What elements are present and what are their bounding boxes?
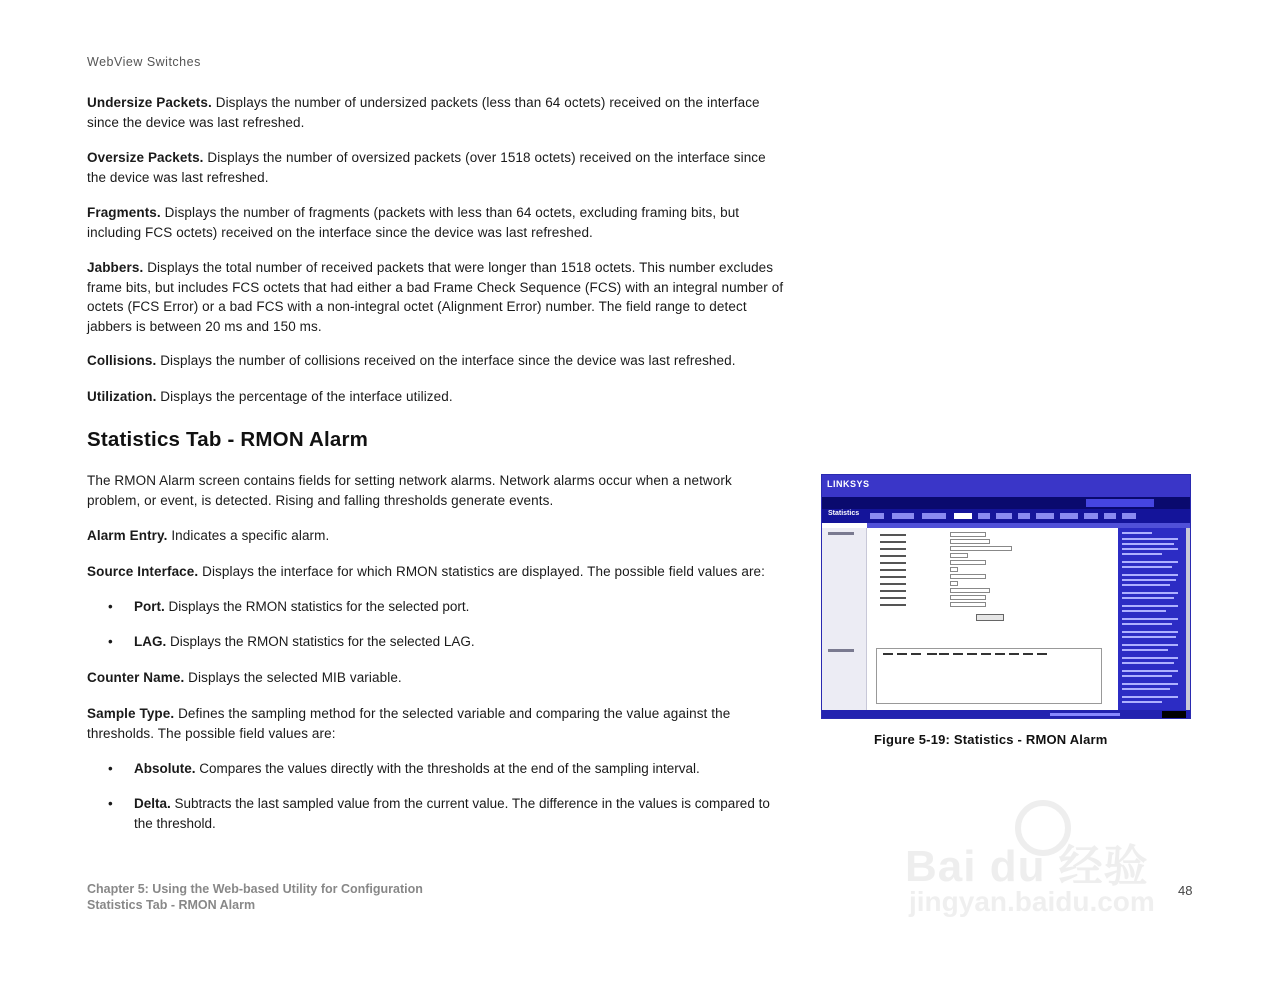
section-title: Statistics Tab - RMON Alarm — [87, 428, 369, 451]
figure-tab — [1104, 513, 1116, 519]
page-number: 48 — [1178, 883, 1193, 898]
figure-tab — [1060, 513, 1078, 519]
bullet-lag-text — [134, 632, 788, 652]
figure-help-line — [1122, 543, 1174, 545]
text-absolute: Compares the values directly with the thresholds at the end of the sampling interval. — [195, 761, 700, 776]
figure-field — [950, 560, 986, 565]
figure-table-header-cell — [981, 653, 991, 655]
figure-field — [950, 595, 986, 600]
figure-tab — [922, 513, 946, 519]
figure-help-line — [1122, 701, 1162, 703]
bullet-dot: • — [108, 634, 113, 649]
figure-help-line — [1122, 538, 1178, 540]
term-delta: Delta. — [134, 796, 171, 811]
term-oversize: Oversize Packets. — [87, 150, 204, 165]
figure-field-label — [880, 541, 906, 543]
figure-tab — [1084, 513, 1098, 519]
term-lag: LAG. — [134, 634, 167, 649]
figure-help-line — [1122, 548, 1178, 550]
figure-table-header-cell — [927, 653, 937, 655]
figure-help-line — [1122, 696, 1178, 698]
text-delta: Subtracts the last sampled value from the current value. The difference in the values is compared to the threshold. — [134, 796, 770, 831]
text-port: Displays the RMON statistics for the selected port. — [164, 599, 470, 614]
figure-tab — [978, 513, 990, 519]
figure-left-panel — [822, 528, 867, 719]
text-source-interface: Displays the interface for which RMON statistics are displayed. The possible field values are: — [198, 564, 765, 579]
figure-field-label — [880, 604, 906, 606]
figure-field — [950, 532, 986, 537]
figure-help-line — [1122, 675, 1172, 677]
paragraph-intro: The RMON Alarm screen contains fields for setting network alarms. Network alarms occur when a network problem, or event, is detected. Rising and falling thresholds generate events. — [87, 473, 732, 508]
text-counter-name: Displays the selected MIB variable. — [184, 670, 402, 685]
term-alarm-entry: Alarm Entry. — [87, 528, 168, 543]
figure-help-line — [1122, 610, 1166, 612]
figure-field-label — [880, 583, 906, 585]
figure-left-label — [828, 532, 854, 535]
figure-help-line — [1122, 574, 1178, 576]
linksys-logo: LINKSYS — [827, 479, 870, 489]
bullet-port — [108, 597, 788, 617]
figure-help-line — [1122, 566, 1172, 568]
figure-help-line — [1122, 636, 1176, 638]
paragraph-collisions — [87, 351, 787, 371]
paragraph-jabbers — [87, 258, 787, 336]
baidu-watermark — [905, 800, 1205, 940]
figure-field-label — [880, 562, 906, 564]
figure-table-header-cell — [953, 653, 963, 655]
paragraph-utilization — [87, 387, 787, 407]
figure-help-line — [1122, 553, 1162, 555]
bullet-absolute — [108, 759, 788, 779]
paragraph-oversize — [87, 148, 787, 187]
text-lag: Displays the RMON statistics for the selected LAG. — [166, 634, 475, 649]
term-source-interface: Source Interface. — [87, 564, 199, 579]
text-undersize: Displays the number of undersized packets (less than 64 octets) received on the interface since the device was last refreshed. — [87, 95, 760, 130]
bullet-dot: • — [108, 599, 113, 614]
bullet-port-text — [134, 597, 788, 617]
figure-help-line — [1122, 683, 1178, 685]
figure-main-form — [868, 528, 1118, 710]
figure-field-label — [880, 534, 906, 536]
figure-scrollbar — [1186, 528, 1191, 710]
figure-table-header-cell — [1009, 653, 1019, 655]
figure-help-line — [1122, 579, 1176, 581]
figure-header-bar — [822, 475, 1191, 497]
figure-table-header-cell — [883, 653, 893, 655]
footer-section: Statistics Tab - RMON Alarm — [87, 898, 256, 912]
figure-caption: Figure 5-19: Statistics - RMON Alarm — [874, 732, 1108, 747]
text-collisions: Displays the number of collisions received on the interface since the device was last refreshed. — [156, 353, 736, 368]
bullet-delta-text — [134, 794, 788, 833]
figure-field — [950, 574, 986, 579]
bullet-dot: • — [108, 761, 113, 776]
figure-help-line — [1122, 592, 1178, 594]
figure-table-header-cell — [1037, 653, 1047, 655]
figure-tab — [1018, 513, 1030, 519]
term-fragments: Fragments. — [87, 205, 161, 220]
figure-alarm-table — [876, 648, 1102, 704]
paragraph-counter-name — [87, 668, 787, 688]
bullet-lag — [108, 632, 788, 652]
figure-field-label — [880, 555, 906, 557]
text-jabbers: Displays the total number of received packets that were longer than 1518 octets. This number excludes frame bits, but includes FCS octets that had either a bad Frame Check Sequence (FCS) with an integral number of octets (FCS Error) or a bad FCS with a non-integral octet (Alignment Error) number. The field range to detect jabbers is between 20 ms and 150 ms. — [87, 260, 784, 334]
figure-field-label — [880, 597, 906, 599]
paragraph-sample-type — [87, 704, 767, 743]
figure-field — [950, 553, 968, 558]
figure-add-button — [976, 614, 1004, 621]
figure-left-label — [828, 649, 854, 652]
paragraph-alarm-entry — [87, 526, 787, 546]
figure-bottom-links — [1050, 713, 1120, 716]
figure-nav-title: Statistics — [828, 510, 860, 517]
figure-table-header-cell — [897, 653, 907, 655]
bullet-delta — [108, 794, 788, 833]
figure-tab — [1122, 513, 1136, 519]
figure-field — [950, 539, 990, 544]
figure-help-line — [1122, 597, 1174, 599]
term-collisions: Collisions. — [87, 353, 157, 368]
term-sample-type: Sample Type. — [87, 706, 175, 721]
figure-help-line — [1122, 561, 1178, 563]
term-utilization: Utilization. — [87, 389, 157, 404]
figure-help-line — [1122, 532, 1152, 534]
bullet-absolute-text — [134, 759, 788, 779]
figure-help-line — [1122, 631, 1178, 633]
figure-help-line — [1122, 657, 1178, 659]
figure-help-line — [1122, 662, 1174, 664]
figure-help-line — [1122, 670, 1178, 672]
footer — [87, 881, 423, 913]
figure-tab — [1036, 513, 1054, 519]
text-sample-type: Defines the sampling method for the selected variable and comparing the value against the thresholds. The possible field values are: — [87, 706, 731, 741]
figure-help-panel — [1118, 528, 1186, 710]
term-port: Port. — [134, 599, 165, 614]
figure-field-label — [880, 569, 906, 571]
figure-table-header — [877, 653, 1101, 663]
figure-field-label — [880, 576, 906, 578]
figure-field — [950, 546, 1012, 551]
watermark-sub-text: jingyan.baidu.com — [909, 886, 1155, 917]
figure-table-header-cell — [967, 653, 977, 655]
figure-model-label — [1086, 499, 1154, 507]
text-oversize: Displays the number of oversized packets (over 1518 octets) received on the interface since the device was last refreshed. — [87, 150, 766, 185]
figure-corner-logo — [1162, 711, 1186, 719]
figure-field-label — [880, 548, 906, 550]
paragraph-undersize — [87, 93, 787, 132]
figure-help-line — [1122, 605, 1178, 607]
figure-help-line — [1122, 618, 1178, 620]
term-undersize: Undersize Packets. — [87, 95, 212, 110]
paragraph-fragments — [87, 203, 787, 242]
figure-bottom-bar — [822, 710, 1191, 719]
figure-field — [950, 567, 958, 572]
figure-help-line — [1122, 649, 1168, 651]
figure-help-line — [1122, 644, 1178, 646]
watermark-main-text: Bai du 经验 — [905, 842, 1149, 891]
figure-tab-active — [954, 513, 972, 519]
figure-table-header-cell — [1023, 653, 1033, 655]
text-fragments: Displays the number of fragments (packets with less than 64 octets, excluding framing bits, but including FCS octets) received on the interface since the device was last refreshed. — [87, 205, 740, 240]
figure-help-line — [1122, 623, 1172, 625]
figure-field-label — [880, 590, 906, 592]
figure-table-header-cell — [911, 653, 921, 655]
figure-rmon-alarm-screenshot — [821, 474, 1191, 719]
figure-table-header-cell — [995, 653, 1005, 655]
term-counter-name: Counter Name. — [87, 670, 185, 685]
text-utilization: Displays the percentage of the interface utilized. — [156, 389, 453, 404]
term-absolute: Absolute. — [134, 761, 196, 776]
figure-help-line — [1122, 584, 1170, 586]
paragraph-source-interface — [87, 562, 787, 582]
figure-help-line — [1122, 688, 1170, 690]
footer-chapter: Chapter 5: Using the Web-based Utility for Configuration — [87, 882, 423, 896]
figure-table-header-cell — [939, 653, 949, 655]
figure-field — [950, 602, 986, 607]
bullet-dot: • — [108, 796, 113, 811]
figure-tab — [892, 513, 914, 519]
figure-field — [950, 581, 958, 586]
figure-field — [950, 588, 990, 593]
text-alarm-entry: Indicates a specific alarm. — [167, 528, 330, 543]
figure-tab — [870, 513, 884, 519]
term-jabbers: Jabbers. — [87, 260, 144, 275]
running-head: WebView Switches — [87, 55, 201, 69]
figure-tab — [996, 513, 1012, 519]
